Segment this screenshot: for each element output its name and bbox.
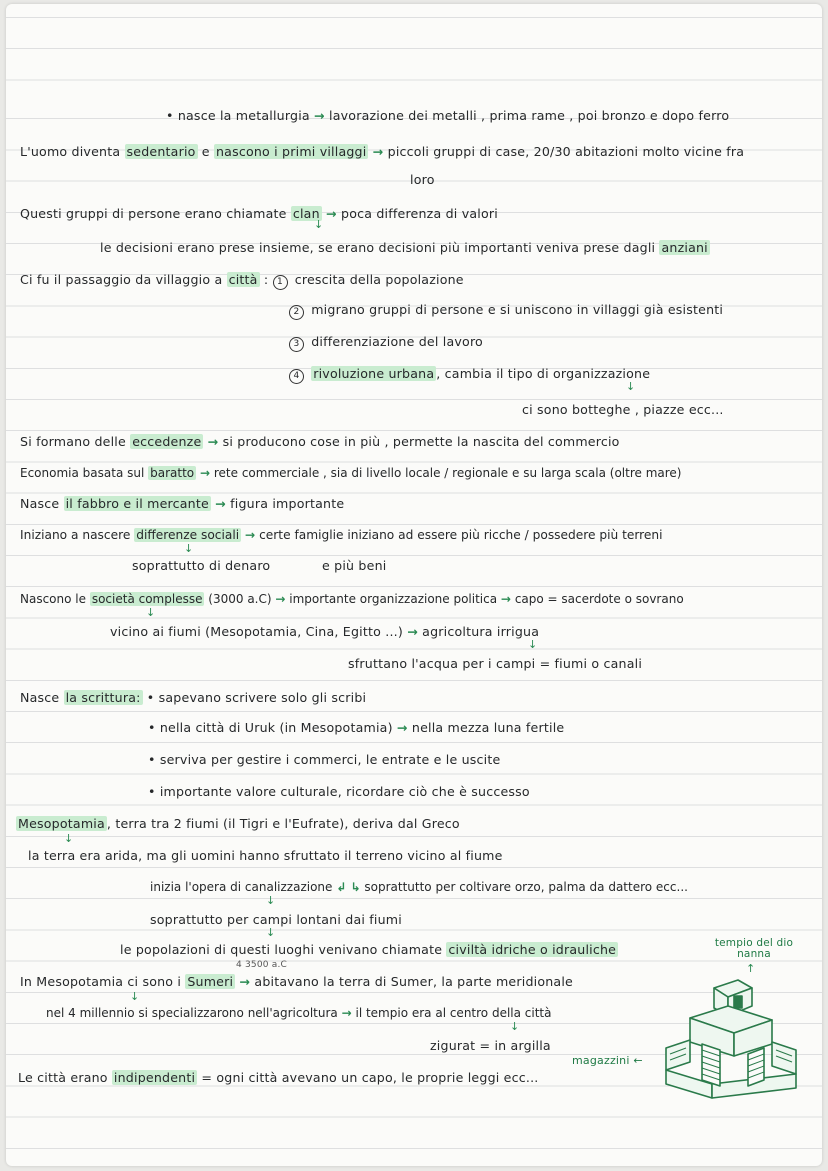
line-far-fields [150, 912, 402, 927]
text: : [263, 272, 269, 287]
text: le decisioni erano prese insieme, se erano decisioni più importanti veniva prese dagli [100, 240, 656, 255]
line-rivers [110, 624, 539, 639]
arrow-icon: → [500, 592, 511, 606]
text: zigurat = in argilla [430, 1038, 551, 1053]
text: Iniziano a nascere [20, 528, 131, 542]
text: differenziazione del lavoro [311, 334, 483, 349]
text: soprattutto per coltivare orzo, palma da dattero ecc... [364, 880, 688, 894]
highlight: differenze sociali [136, 528, 240, 542]
down-arrow-icon: ↓ [64, 832, 74, 845]
highlight: città [228, 272, 258, 287]
down-arrow-icon: ↓ [510, 1020, 520, 1033]
line-city-passage [20, 272, 464, 290]
arrow-icon: → [407, 624, 418, 639]
text: inizia l'opera di canalizzazione [150, 880, 333, 894]
arrow-icon: → [314, 108, 325, 123]
highlight: indipendenti [113, 1070, 196, 1085]
date-note: 4 3500 a.C [236, 960, 288, 970]
highlight: eccedenze [132, 434, 202, 449]
highlight: il fabbro e il mercante [65, 496, 209, 511]
storage-label: magazzini ← [572, 1054, 643, 1067]
text: = ogni città avevano un capo, le proprie leggi ecc... [201, 1070, 539, 1085]
up-arrow-icon: ↑ [746, 962, 756, 975]
line-mesopotamia [16, 816, 460, 831]
text: il tempio era al centro della città [355, 1006, 552, 1020]
ziggurat-drawing-icon [656, 970, 806, 1100]
text: Questi gruppi di persone erano chiamate [20, 206, 287, 221]
highlight: clan [292, 206, 320, 221]
text: magazzini [572, 1054, 630, 1067]
line-sumerians [20, 974, 573, 989]
highlight: società complesse [91, 592, 203, 606]
text: migrano gruppi di persone e si uniscono in villaggi già esistenti [311, 302, 724, 317]
text: vicino ai fiumi (Mesopotamia, Cina, Egitto ...) [110, 624, 403, 639]
highlight: la scrittura: [65, 690, 141, 705]
down-arrow-icon: ↓ [146, 606, 156, 619]
line-money [132, 558, 270, 573]
line-barter [20, 466, 681, 480]
text: soprattutto di denaro [132, 558, 271, 573]
text: • importante valore culturale, ricordare ciò che è successo [148, 784, 530, 799]
text: sfruttano l'acqua per i campi = fiumi o canali [348, 656, 643, 671]
text: Economia basata sul [20, 466, 145, 480]
text: lavorazione dei metalli , prima rame , poi bronzo e dopo ferro [329, 108, 730, 123]
line-clan [20, 206, 498, 221]
line-commerce [148, 752, 500, 767]
text: (3000 a.C) [208, 592, 272, 606]
highlight: nascono i primi villaggi [215, 144, 367, 159]
text: nel 4 millennio si specializzarono nell'agricoltura [46, 1006, 338, 1020]
down-arrow-icon: ↓ [314, 218, 324, 231]
text: Nascono le [20, 592, 86, 606]
number-circle: 1 [273, 275, 288, 290]
arrow-icon: → [372, 144, 384, 159]
number-circle: 3 [289, 337, 304, 352]
down-arrow-icon: ↓ [184, 542, 194, 555]
line-writing [20, 690, 366, 705]
text: agricoltura irrigua [422, 624, 540, 639]
line-point-2 [289, 302, 723, 320]
text: abitavano la terra di Sumer, la parte meridionale [254, 974, 573, 989]
number-circle: 2 [289, 305, 304, 320]
line-shops [522, 402, 724, 417]
number-circle: 4 [289, 369, 304, 384]
highlight: Sumeri [187, 974, 234, 989]
highlight: Mesopotamia [18, 816, 105, 831]
arrow-icon: → [341, 1006, 352, 1020]
highlight: sedentario [126, 144, 196, 159]
down-arrow-icon: ↓ [130, 990, 140, 1003]
line-complex-societies [20, 592, 684, 606]
text: capo = sacerdote o sovrano [514, 592, 684, 606]
line-arid-land [28, 848, 503, 863]
text: Le città erano [18, 1070, 108, 1085]
text: piccoli gruppi di case, 20/30 abitazioni molto vicine fra [387, 144, 745, 159]
line-sedentary [20, 144, 744, 159]
arrow-icon: → [207, 434, 219, 449]
text: • serviva per gestire i commerci, le entrate e le uscite [148, 752, 501, 767]
text: e [201, 144, 210, 159]
text: le popolazioni di questi luoghi venivano chiamate [120, 942, 443, 957]
line-point-3 [289, 334, 483, 352]
text: , terra tra 2 fiumi (il Tigri e l'Eufrate), deriva dal Greco [106, 816, 460, 831]
down-arrow-icon: ↓ [266, 894, 276, 907]
line-surplus [20, 434, 620, 449]
text: loro [410, 172, 435, 187]
line-uruk [148, 720, 564, 735]
text: • nasce la metallurgia [166, 108, 310, 123]
line-blacksmith [20, 496, 344, 511]
down-arrow-icon: ↓ [626, 380, 636, 393]
line-canalization [150, 880, 688, 894]
line-culture [148, 784, 530, 799]
line-metallurgy [166, 108, 729, 123]
line-decisions [100, 240, 710, 255]
line-point-4 [289, 366, 650, 384]
text: ci sono botteghe , piazze ecc... [522, 402, 724, 417]
text: poca differenza di valori [341, 206, 498, 221]
text: figura importante [230, 496, 345, 511]
text: si producono cose in più , permette la nascita del commercio [222, 434, 620, 449]
line-loro [410, 172, 435, 187]
down-arrow-icon: ↓ [528, 638, 538, 651]
line-ziggurat [430, 1038, 551, 1053]
arrow-icon: → [215, 496, 226, 511]
text: la terra era arida, ma gli uomini hanno sfruttato il terreno vicino al fiume [28, 848, 503, 863]
text: In Mesopotamia ci sono i [20, 974, 182, 989]
notebook-page [6, 4, 822, 1166]
arrow-icon: → [275, 592, 286, 606]
highlight: baratto [150, 466, 195, 480]
text: • nella città di Uruk (in Mesopotamia) [148, 720, 393, 735]
text: • sapevano scrivere solo gli scribi [146, 690, 367, 705]
text: crescita della popolazione [294, 272, 464, 287]
arrow-icon: → [199, 466, 211, 480]
arrow-icon: → [396, 720, 408, 735]
text: , cambia il tipo di organizzazione [436, 366, 651, 381]
text: nella mezza luna fertile [411, 720, 565, 735]
line-independent [18, 1070, 538, 1085]
text: importante organizzazione politica [289, 592, 498, 606]
text: rete commerciale , sia di livello locale / regionale e su larga scala (oltre mare) [213, 466, 682, 480]
highlight: civiltà idriche o idrauliche [448, 942, 617, 957]
line-agriculture [46, 1006, 552, 1020]
double-arrow-icon: ↲ ↳ [336, 880, 361, 894]
text: e più beni [322, 558, 387, 573]
line-goods [322, 558, 386, 573]
line-hydraulic-civ [120, 942, 618, 957]
text: Si formano delle [20, 434, 126, 449]
text: soprattutto per campi lontani dai fiumi [150, 912, 402, 927]
arrow-icon: → [239, 974, 251, 989]
text: L'uomo diventa [20, 144, 121, 159]
arrow-icon: → [326, 206, 337, 221]
text: Ci fu il passaggio da villaggio a [20, 272, 223, 287]
highlight: anziani [661, 240, 708, 255]
highlight: rivoluzione urbana [313, 366, 435, 381]
line-social-differences [20, 528, 663, 542]
text: Nasce [20, 690, 60, 705]
text: Nasce [20, 496, 60, 511]
text: certe famiglie iniziano ad essere più ricche / possedere più terreni [259, 528, 663, 542]
down-arrow-icon: ↓ [266, 926, 276, 939]
temple-label: tempio del dio nanna [714, 937, 794, 960]
line-water [348, 656, 642, 671]
arrow-icon: → [244, 528, 256, 542]
